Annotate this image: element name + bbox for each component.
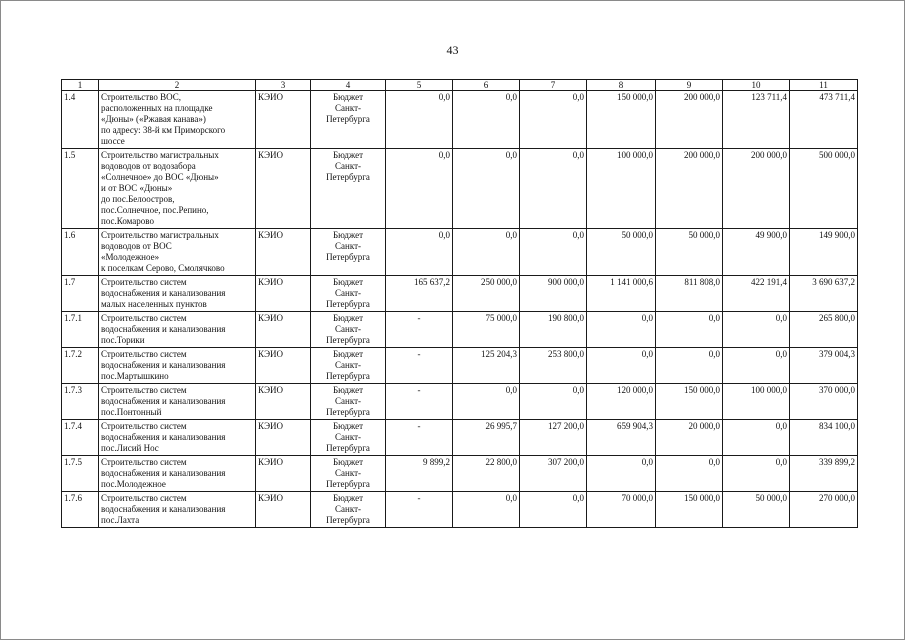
value-col-5: - <box>386 348 453 384</box>
column-header-3: 3 <box>256 80 311 91</box>
value-col-8: 659 904,3 <box>587 420 656 456</box>
value-col-9: 0,0 <box>656 312 723 348</box>
value-col-5: - <box>386 420 453 456</box>
funding-source: Бюджет Санкт- Петербурга <box>311 91 386 149</box>
row-number: 1.4 <box>62 91 99 149</box>
measure-name: Строительство магистральных водоводов от водозабора «Солнечное» до ВОС «Дюны» и от ВОС «Дюны» до пос.Белоостров, пос.Солнечное, пос.Репино, пос.Комарово <box>99 149 256 229</box>
value-col-9: 0,0 <box>656 348 723 384</box>
column-header-5: 5 <box>386 80 453 91</box>
measure-name: Строительство магистральных водоводов от ВОС «Молодежное» к поселкам Серово, Смолячково <box>99 229 256 276</box>
column-header-1: 1 <box>62 80 99 91</box>
value-col-8: 0,0 <box>587 312 656 348</box>
value-col-5: 0,0 <box>386 149 453 229</box>
value-col-11: 265 800,0 <box>790 312 858 348</box>
row-number: 1.7 <box>62 276 99 312</box>
value-col-6: 0,0 <box>453 229 520 276</box>
value-col-11: 473 711,4 <box>790 91 858 149</box>
value-col-5: 165 637,2 <box>386 276 453 312</box>
funding-source: Бюджет Санкт- Петербурга <box>311 456 386 492</box>
value-col-7: 0,0 <box>520 384 587 420</box>
value-col-9: 50 000,0 <box>656 229 723 276</box>
value-col-9: 150 000,0 <box>656 492 723 528</box>
table-row <box>62 456 858 492</box>
measure-name: Строительство систем водоснабжения и канализования пос.Лисий Нос <box>99 420 256 456</box>
value-col-8: 0,0 <box>587 348 656 384</box>
value-col-10: 123 711,4 <box>723 91 790 149</box>
executor: КЭИО <box>256 456 311 492</box>
value-col-11: 3 690 637,2 <box>790 276 858 312</box>
value-col-7: 0,0 <box>520 492 587 528</box>
table-row <box>62 91 858 149</box>
value-col-6: 0,0 <box>453 149 520 229</box>
value-col-8: 1 141 000,6 <box>587 276 656 312</box>
executor: КЭИО <box>256 312 311 348</box>
value-col-9: 200 000,0 <box>656 149 723 229</box>
measure-name: Строительство систем водоснабжения и канализования малых населенных пунктов <box>99 276 256 312</box>
budget-table <box>61 79 858 528</box>
value-col-6: 0,0 <box>453 91 520 149</box>
funding-source: Бюджет Санкт- Петербурга <box>311 492 386 528</box>
value-col-11: 834 100,0 <box>790 420 858 456</box>
funding-source: Бюджет Санкт- Петербурга <box>311 348 386 384</box>
row-number: 1.7.2 <box>62 348 99 384</box>
table-row <box>62 149 858 229</box>
value-col-9: 811 808,0 <box>656 276 723 312</box>
funding-source: Бюджет Санкт- Петербурга <box>311 276 386 312</box>
value-col-5: - <box>386 312 453 348</box>
column-header-2: 2 <box>99 80 256 91</box>
funding-source: Бюджет Санкт- Петербурга <box>311 229 386 276</box>
executor: КЭИО <box>256 229 311 276</box>
executor: КЭИО <box>256 492 311 528</box>
value-col-10: 50 000,0 <box>723 492 790 528</box>
table-row <box>62 229 858 276</box>
column-header-11: 11 <box>790 80 858 91</box>
funding-source: Бюджет Санкт- Петербурга <box>311 149 386 229</box>
value-col-5: 9 899,2 <box>386 456 453 492</box>
value-col-5: 0,0 <box>386 229 453 276</box>
measure-name: Строительство систем водоснабжения и канализования пос.Молодежное <box>99 456 256 492</box>
value-col-9: 200 000,0 <box>656 91 723 149</box>
funding-source: Бюджет Санкт- Петербурга <box>311 384 386 420</box>
funding-source: Бюджет Санкт- Петербурга <box>311 312 386 348</box>
value-col-6: 125 204,3 <box>453 348 520 384</box>
value-col-7: 127 200,0 <box>520 420 587 456</box>
value-col-10: 422 191,4 <box>723 276 790 312</box>
row-number: 1.7.5 <box>62 456 99 492</box>
value-col-10: 200 000,0 <box>723 149 790 229</box>
value-col-7: 190 800,0 <box>520 312 587 348</box>
value-col-8: 150 000,0 <box>587 91 656 149</box>
value-col-8: 0,0 <box>587 456 656 492</box>
value-col-7: 307 200,0 <box>520 456 587 492</box>
value-col-7: 900 000,0 <box>520 276 587 312</box>
row-number: 1.7.4 <box>62 420 99 456</box>
executor: КЭИО <box>256 149 311 229</box>
value-col-6: 0,0 <box>453 384 520 420</box>
measure-name: Строительство систем водоснабжения и канализования пос.Лахта <box>99 492 256 528</box>
value-col-10: 0,0 <box>723 456 790 492</box>
value-col-5: 0,0 <box>386 91 453 149</box>
value-col-10: 0,0 <box>723 312 790 348</box>
measure-name: Строительство ВОС, расположенных на площадке «Дюны» («Ржавая канава») по адресу: 38-й км Приморского шоссе <box>99 91 256 149</box>
measure-name: Строительство систем водоснабжения и канализования пос.Торики <box>99 312 256 348</box>
row-number: 1.7.6 <box>62 492 99 528</box>
value-col-7: 0,0 <box>520 91 587 149</box>
column-header-4: 4 <box>311 80 386 91</box>
executor: КЭИО <box>256 384 311 420</box>
value-col-5: - <box>386 384 453 420</box>
table-row <box>62 348 858 384</box>
value-col-8: 120 000,0 <box>587 384 656 420</box>
value-col-11: 500 000,0 <box>790 149 858 229</box>
value-col-7: 0,0 <box>520 229 587 276</box>
column-header-6: 6 <box>453 80 520 91</box>
column-header-8: 8 <box>587 80 656 91</box>
table-body <box>62 91 858 528</box>
value-col-6: 250 000,0 <box>453 276 520 312</box>
row-number: 1.7.3 <box>62 384 99 420</box>
value-col-8: 70 000,0 <box>587 492 656 528</box>
value-col-10: 0,0 <box>723 420 790 456</box>
value-col-9: 0,0 <box>656 456 723 492</box>
page-number: 43 <box>446 43 459 57</box>
value-col-11: 370 000,0 <box>790 384 858 420</box>
table-row <box>62 312 858 348</box>
value-col-5: - <box>386 492 453 528</box>
value-col-11: 149 900,0 <box>790 229 858 276</box>
column-header-9: 9 <box>656 80 723 91</box>
value-col-8: 100 000,0 <box>587 149 656 229</box>
value-col-10: 49 900,0 <box>723 229 790 276</box>
executor: КЭИО <box>256 276 311 312</box>
executor: КЭИО <box>256 420 311 456</box>
value-col-9: 20 000,0 <box>656 420 723 456</box>
executor: КЭИО <box>256 91 311 149</box>
table-row <box>62 420 858 456</box>
funding-source: Бюджет Санкт- Петербурга <box>311 420 386 456</box>
table-row <box>62 492 858 528</box>
value-col-6: 0,0 <box>453 492 520 528</box>
value-col-6: 75 000,0 <box>453 312 520 348</box>
column-header-10: 10 <box>723 80 790 91</box>
value-col-9: 150 000,0 <box>656 384 723 420</box>
row-number: 1.5 <box>62 149 99 229</box>
executor: КЭИО <box>256 348 311 384</box>
value-col-11: 339 899,2 <box>790 456 858 492</box>
measure-name: Строительство систем водоснабжения и канализования пос.Понтонный <box>99 384 256 420</box>
value-col-6: 26 995,7 <box>453 420 520 456</box>
table-header-row <box>62 80 858 91</box>
value-col-7: 253 800,0 <box>520 348 587 384</box>
column-header-7: 7 <box>520 80 587 91</box>
value-col-10: 100 000,0 <box>723 384 790 420</box>
row-number: 1.7.1 <box>62 312 99 348</box>
row-number: 1.6 <box>62 229 99 276</box>
measure-name: Строительство систем водоснабжения и канализования пос.Мартышкино <box>99 348 256 384</box>
value-col-10: 0,0 <box>723 348 790 384</box>
table-row <box>62 276 858 312</box>
table-row <box>62 384 858 420</box>
value-col-7: 0,0 <box>520 149 587 229</box>
value-col-11: 379 004,3 <box>790 348 858 384</box>
value-col-6: 22 800,0 <box>453 456 520 492</box>
value-col-11: 270 000,0 <box>790 492 858 528</box>
value-col-8: 50 000,0 <box>587 229 656 276</box>
